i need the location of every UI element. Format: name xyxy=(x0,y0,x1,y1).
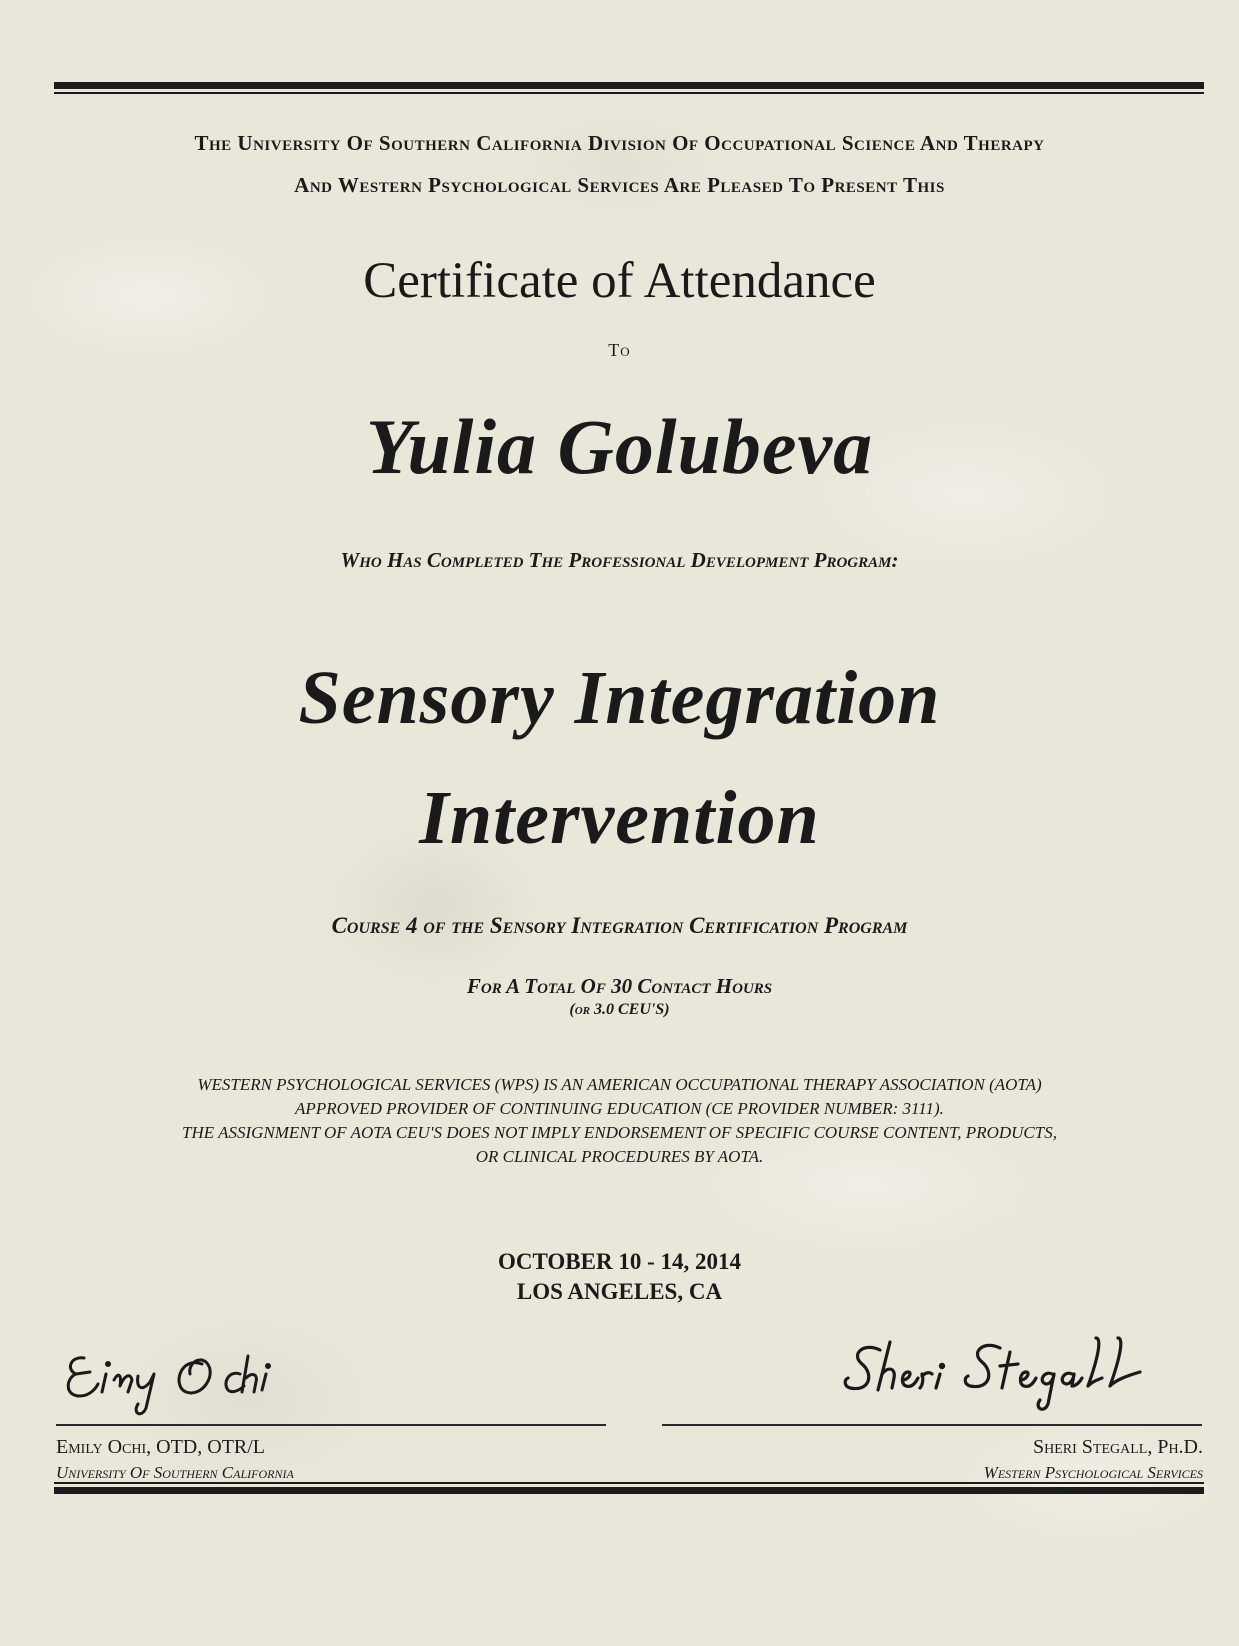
signatory-name-right: Sheri Stegall, Ph.D. xyxy=(1032,1436,1203,1458)
disclaimer-line-1: WESTERN PSYCHOLOGICAL SERVICES (WPS) IS AN AMERICAN OCCUPATIONAL THERAPY ASSOCIATION (AOTA) xyxy=(197,1075,1042,1094)
event-details xyxy=(0,1247,1239,1307)
event-location: LOS ANGELES, CA xyxy=(516,1279,723,1304)
disclaimer-line-4: OR CLINICAL PROCEDURES BY AOTA. xyxy=(475,1147,764,1166)
program-name-line-2: Intervention xyxy=(419,776,820,860)
disclaimer-line-3: THE ASSIGNMENT OF AOTA CEU'S DOES NOT IMPLY ENDORSEMENT OF SPECIFIC COURSE CONTENT, PRODUCTS, xyxy=(182,1123,1057,1142)
completion-statement: Who Has Completed The Professional Development Program: xyxy=(340,548,899,572)
signatory-name-left: Emily Ochi, OTD, OTR/L xyxy=(56,1436,266,1458)
program-name xyxy=(0,638,1239,878)
signatory-organization-left: University Of Southern California xyxy=(56,1463,294,1482)
bottom-border-thin xyxy=(54,1482,1204,1484)
presenter-line-2: And Western Psychological Services Are Pleased To Present This xyxy=(294,173,945,197)
bottom-border-thick xyxy=(54,1487,1204,1494)
signature-sheri-stegall xyxy=(840,1328,1200,1418)
signatory-organization-right: Western Psychological Services xyxy=(983,1463,1203,1482)
program-name-line-1: Sensory Integration xyxy=(298,656,941,740)
contact-hours: For A Total Of 30 Contact Hours xyxy=(466,974,773,998)
presenter-statement xyxy=(0,122,1239,206)
signature-line-right xyxy=(662,1424,1202,1426)
disclaimer-line-2: APPROVED PROVIDER OF CONTINUING EDUCATION (CE PROVIDER NUMBER: 3111). xyxy=(295,1099,944,1118)
signature-line-left xyxy=(56,1424,606,1426)
certificate-title: Certificate of Attendance xyxy=(363,253,876,309)
event-dates: OCTOBER 10 - 14, 2014 xyxy=(497,1249,742,1274)
to-label: To xyxy=(608,340,631,360)
course-description: Course 4 of the Sensory Integration Certification Program xyxy=(331,913,908,938)
top-border-thick xyxy=(54,82,1204,89)
top-border-thin xyxy=(54,92,1204,94)
recipient-name: Yulia Golubeva xyxy=(365,403,874,490)
aota-disclaimer xyxy=(0,1073,1239,1169)
signature-emily-ochi xyxy=(62,1330,382,1420)
presenter-line-1: The University Of Southern California Division Of Occupational Science And Therapy xyxy=(194,131,1045,155)
ceu-count: (or 3.0 CEU'S) xyxy=(569,1001,670,1018)
